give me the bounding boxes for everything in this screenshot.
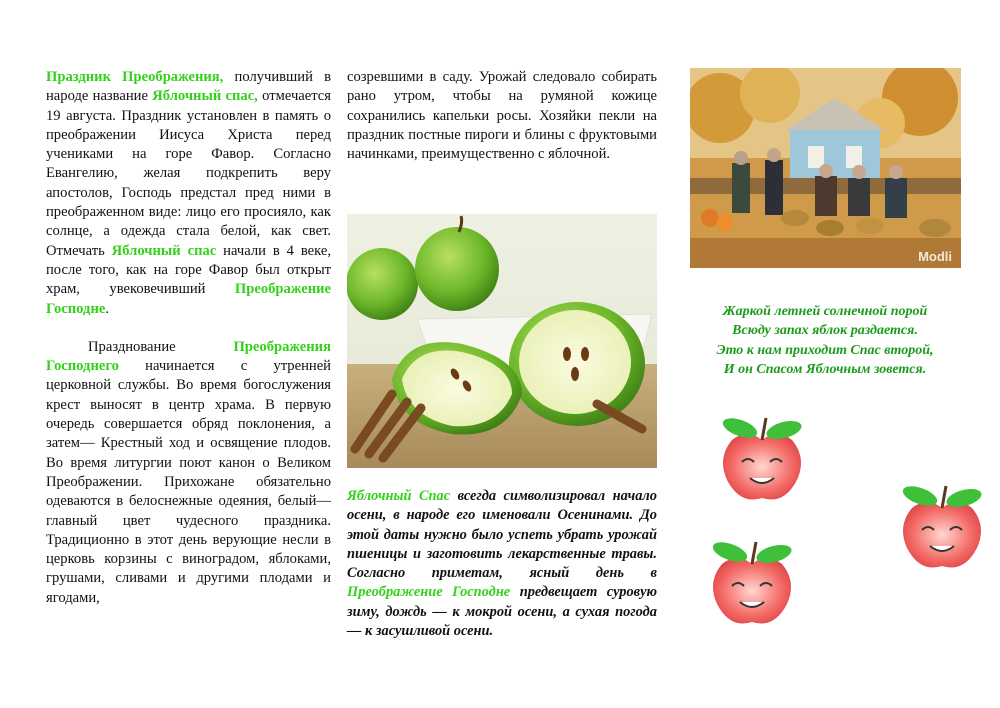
text-fragment: отмечается 19 августа. Праздник установлен в память о преображении Иисуса Христа перед учениками на горе Фавор. Согласно Евангелию, желая подкрепить веру апостолов, Господь предстал пред ними в преображенном виде: лицо его просияло, как солнце, а одежда стала белой, как свет. Отмечать [46, 88, 331, 259]
harvest-festival-photo [690, 68, 961, 268]
smiling-apple-icon [700, 534, 804, 634]
text-fragment: начинается с утренней церковной службы. Во время богослужения крест выносят в центр храма. В первую очередь совершается обряд поклонения, а затем— Крестный ход и освящение плодов. Во время литургии поют канон о Великом Преображении. Прихожане обязательно одеваются в белоснежные одеяния, белый— главный цвет чудесного праздника. Традиционно в этот день верующие несли в церковь корзины с виноградом, яблоками, грушами, сливами и другими плодами и ягодами, [46, 358, 331, 606]
text-column-1 [46, 68, 331, 608]
paragraph-2 [46, 338, 331, 608]
highlight-transfiguration-3: Преображение Господне [347, 584, 511, 601]
smiling-apple-icon [712, 410, 812, 510]
text-fragment: предвещает суровую зиму, дождь — к мокрой осени, а сухая погода — к засушливой осени. [347, 584, 657, 640]
highlight-transfiguration: Преображение Господне [46, 281, 331, 317]
poem-line: Жаркой летней солнечной порой [722, 304, 928, 319]
text-fragment: получивший в народе название [46, 69, 331, 105]
poem [690, 302, 960, 379]
paragraph-4 [347, 487, 657, 641]
text-column-2-bottom [347, 487, 657, 641]
paragraph-3: созревшими в саду. Урожай следовало собирать рано утром, чтобы на румяной кожице сохранились капельки росы. Хозяйки пекли на праздник постные пироги и блины с фруктовыми начинками, преимущественно с яблочной. [347, 69, 657, 163]
text-column-2 [347, 68, 657, 164]
text-fragment: всегда символизировал начало осени, в народе его именовали Осенинами. До этой даты нужно было успеть убрать урожай пшеницы и заготовить лекарственные травы. Согласно приметам, ясный день в [347, 488, 657, 582]
poem-line: Всюду запах яблок раздается. [732, 323, 918, 339]
text-fragment: . [105, 300, 109, 317]
watermark: Modli [918, 249, 952, 264]
highlight-holiday-name: Праздник Преображения, [46, 69, 224, 85]
green-apples-photo [347, 214, 657, 468]
poem-line: Это к нам приходит Спас второй, [716, 342, 934, 358]
text-fragment: начали в 4 веке, после того, как на горе Фавор был открыт храм, увековечивший [46, 242, 331, 298]
text-fragment: Празднование [88, 338, 234, 355]
highlight-apple-spas: Яблочный спас, [152, 88, 258, 105]
highlight-transfiguration-2: Преображения Господнего [46, 338, 331, 375]
poem-line: И он Спасом Яблочным зовется. [723, 361, 927, 377]
paragraph-1 [46, 68, 331, 319]
highlight-apple-spas-3: Яблочный Спас [347, 488, 451, 504]
highlight-apple-spas-2: Яблочный спас [111, 242, 217, 259]
smiling-apple-icon [890, 478, 994, 578]
